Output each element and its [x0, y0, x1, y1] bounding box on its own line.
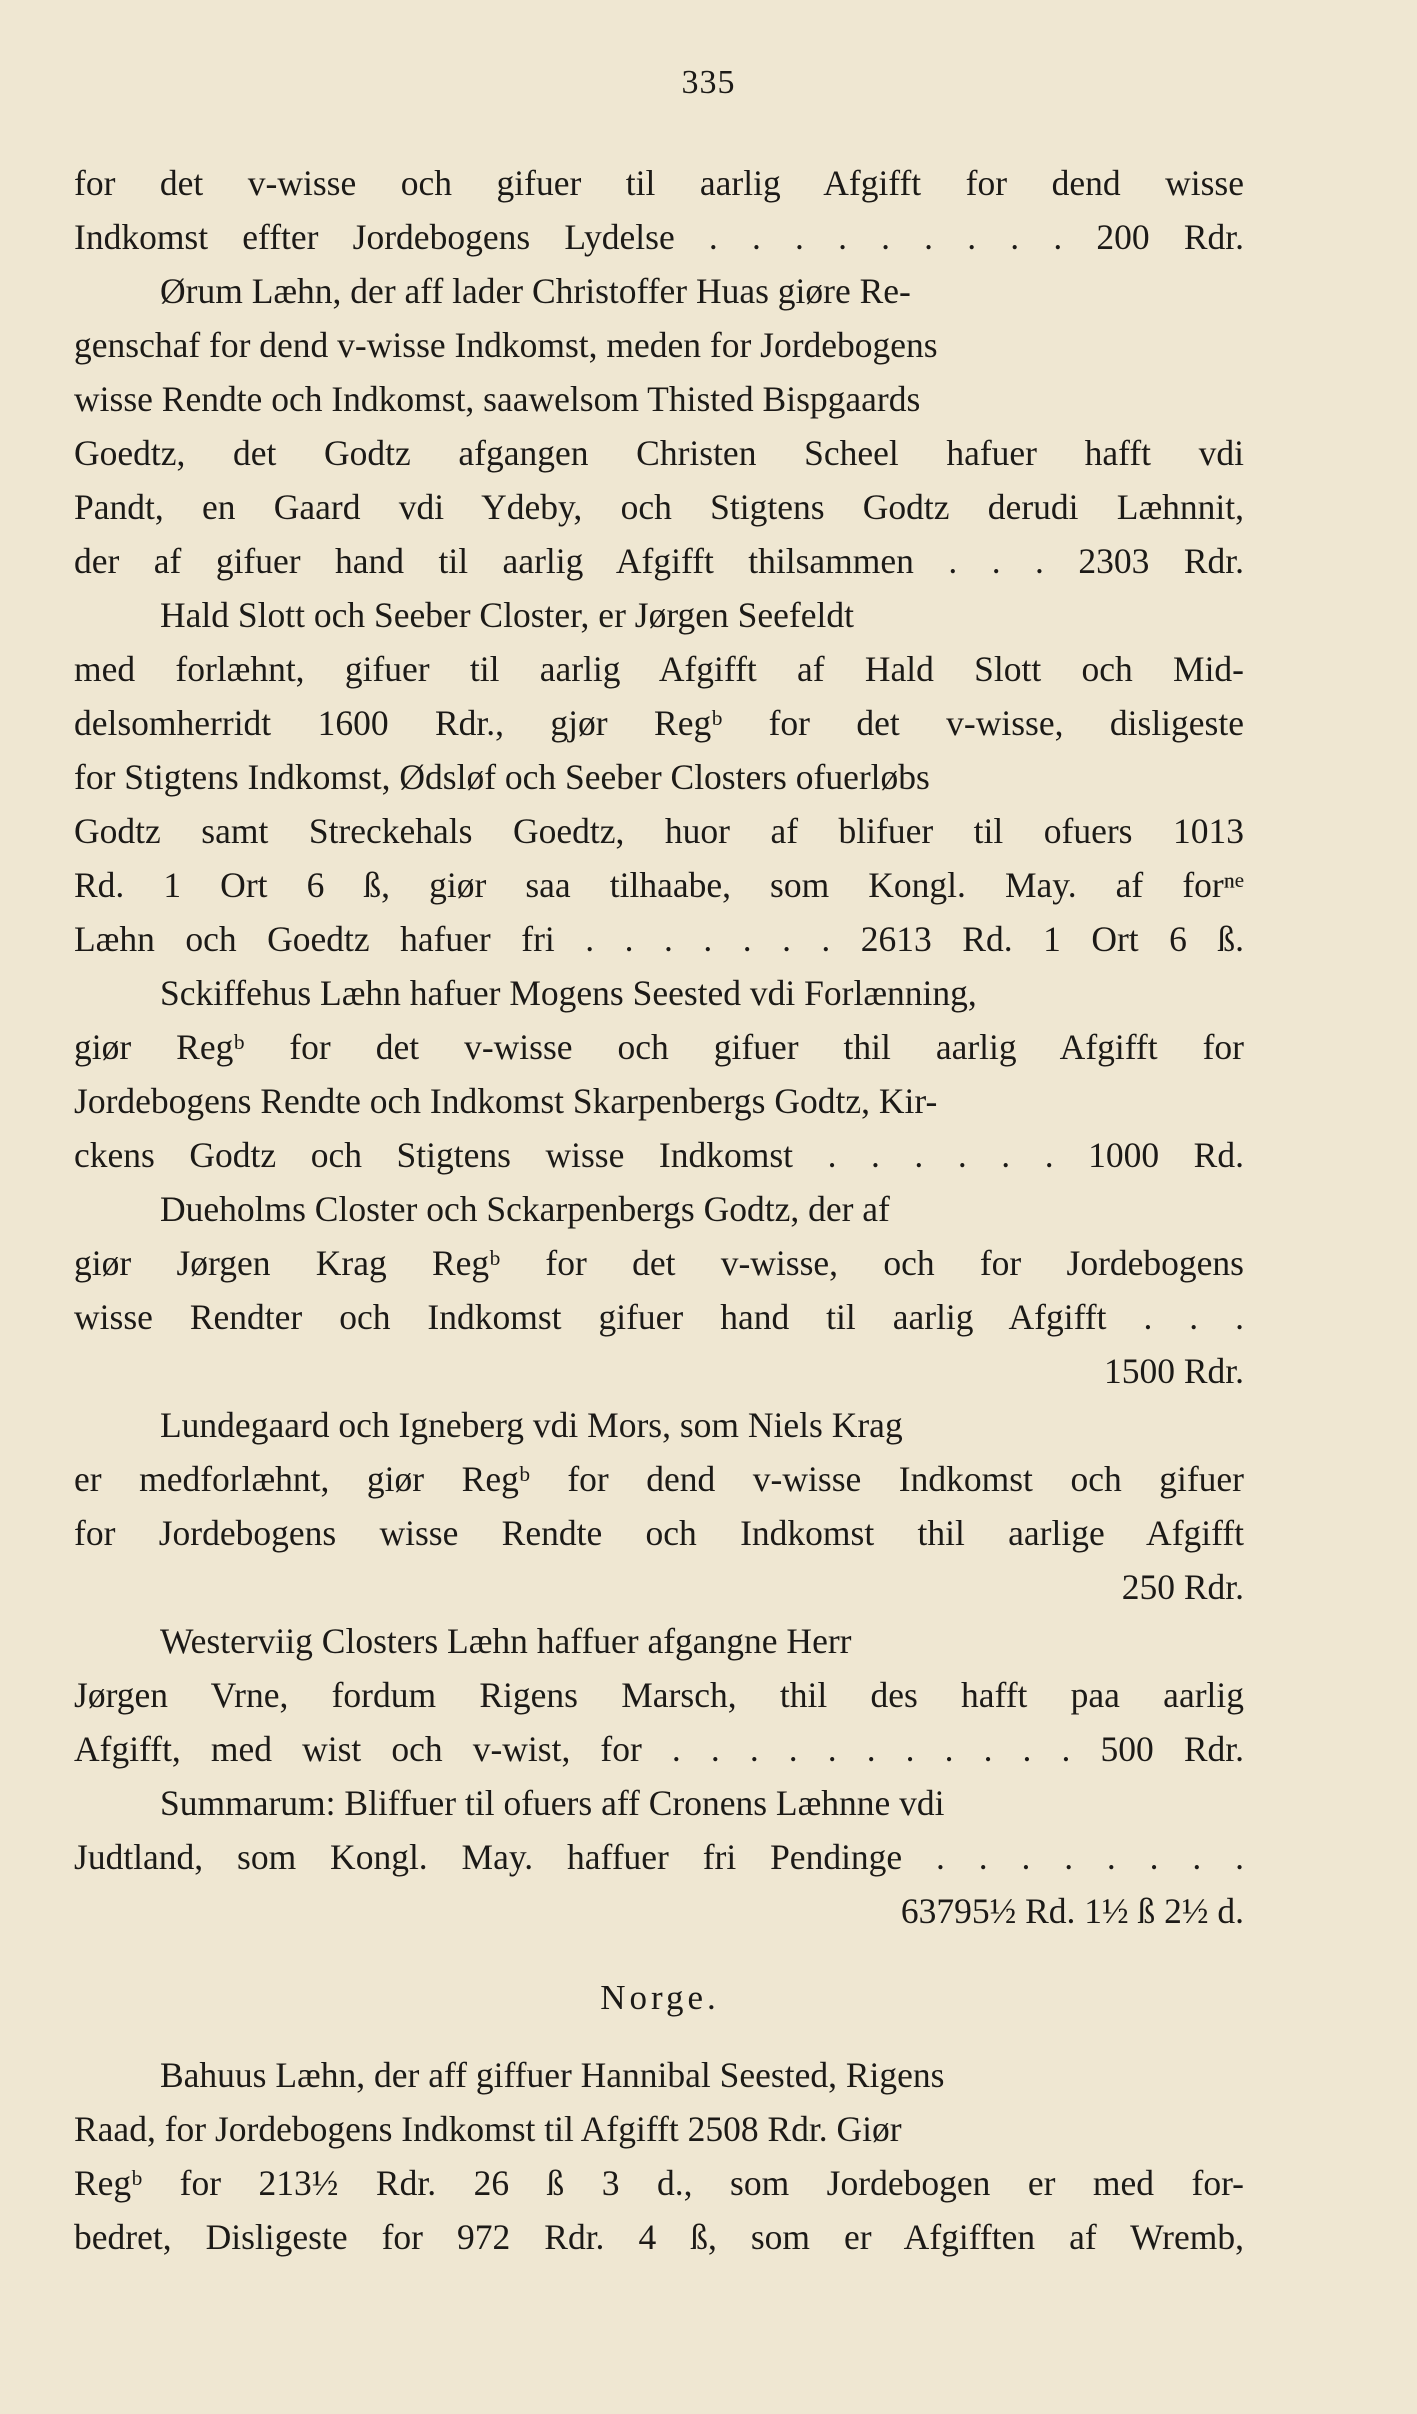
text-line-content: Sckiffehus Læhn hafuer Mogens Seested vdi Forlænning, [160, 973, 977, 1013]
text-line-content: Westerviig Closters Læhn haffuer afgangne Herr [160, 1621, 852, 1661]
text-line [74, 1830, 1244, 1884]
page-number: 335 [681, 64, 736, 101]
text-line [74, 1722, 1244, 1776]
text-line-content: Goedtz, det Godtz afgangen Christen Scheel hafuer hafft vdi [74, 433, 1244, 473]
norge-text-block [74, 2048, 1244, 2264]
text-line-content: 63795½ Rd. 1½ ß 2½ d. [900, 1891, 1244, 1931]
text-line-content: wisse Rendte och Indkomst, saawelsom Thisted Bispgaards [74, 379, 921, 419]
text-line-content: Ørum Læhn, der aff lader Christoffer Huas giøre Re- [160, 271, 911, 311]
text-line-content: Læhn och Goedtz hafuer fri . . . . . . . 2613 Rd. 1 Ort 6 ß. [74, 919, 1244, 959]
text-line [74, 1344, 1244, 1398]
text-line-content: Pandt, en Gaard vdi Ydeby, och Stigtens Godtz derudi Læhnnit, [74, 487, 1244, 527]
text-line-content: med forlæhnt, gifuer til aarlig Afgifft af Hald Slott och Mid- [74, 649, 1244, 689]
text-line-content: der af gifuer hand til aarlig Afgifft thilsammen . . . 2303 Rdr. [74, 541, 1244, 581]
text-line [74, 1560, 1244, 1614]
text-line-content: 250 Rdr. [1121, 1567, 1244, 1607]
text-line [74, 1506, 1244, 1560]
text-line [74, 534, 1244, 588]
text-line-content: Jørgen Vrne, fordum Rigens Marsch, thil des hafft paa aarlig [74, 1675, 1244, 1715]
text-line [74, 588, 1244, 642]
text-line [74, 1398, 1244, 1452]
text-line [74, 1236, 1244, 1290]
text-line [74, 480, 1244, 534]
text-line-content: Lundegaard och Igneberg vdi Mors, som Niels Krag [160, 1405, 903, 1445]
text-line [74, 912, 1244, 966]
text-line [74, 1668, 1244, 1722]
text-line-content: for det v-wisse och gifuer til aarlig Afgifft for dend wisse [74, 163, 1244, 203]
text-line [74, 264, 1244, 318]
text-line-content: Regᵇ for 213½ Rdr. 26 ß 3 d., som Jordebogen er med for- [74, 2163, 1244, 2203]
text-line [74, 1020, 1244, 1074]
text-line-content: Indkomst effter Jordebogens Lydelse . . . . . . . . . 200 Rdr. [74, 217, 1244, 257]
text-line [74, 2102, 1244, 2156]
text-line-content: Raad, for Jordebogens Indkomst til Afgifft 2508 Rdr. Giør [74, 2109, 902, 2149]
text-line-content: Bahuus Læhn, der aff giffuer Hannibal Seested, Rigens [160, 2055, 945, 2095]
text-line [74, 210, 1244, 264]
text-line-content: delsomherridt 1600 Rdr., gjør Regᵇ for det v-wisse, disligeste [74, 703, 1244, 743]
text-line [74, 318, 1244, 372]
text-line [74, 1290, 1244, 1344]
text-line [74, 156, 1244, 210]
text-line-content: giør Regᵇ for det v-wisse och gifuer thil aarlig Afgifft for [74, 1027, 1244, 1067]
text-line [74, 372, 1244, 426]
text-line-content: for Jordebogens wisse Rendte och Indkomst thil aarlige Afgifft [74, 1513, 1244, 1553]
text-line [74, 1776, 1244, 1830]
text-line [74, 1128, 1244, 1182]
text-line [74, 2210, 1244, 2264]
section-heading-norge: Norge. [600, 1978, 720, 2017]
text-line-content: genschaf for dend v-wisse Indkomst, meden for Jordebogens [74, 325, 938, 365]
text-line-content: Judtland, som Kongl. May. haffuer fri Pendinge . . . . . . . . [74, 1837, 1244, 1877]
text-line-content: Afgifft, med wist och v-wist, for . . . . . . . . . . . 500 Rdr. [74, 1729, 1244, 1769]
text-line [74, 858, 1244, 912]
text-line-content: wisse Rendter och Indkomst gifuer hand til aarlig Afgifft . . . [74, 1297, 1244, 1337]
text-line [74, 1614, 1244, 1668]
text-line [74, 1884, 1244, 1938]
text-line [74, 750, 1244, 804]
text-line [74, 1182, 1244, 1236]
text-line-content: 1500 Rdr. [1103, 1351, 1244, 1391]
text-line [74, 804, 1244, 858]
text-line-content: Hald Slott och Seeber Closter, er Jørgen Seefeldt [160, 595, 854, 635]
text-line-content: Rd. 1 Ort 6 ß, giør saa tilhaabe, som Kongl. May. af forⁿᵉ [74, 865, 1244, 905]
text-line [74, 966, 1244, 1020]
text-line-content: Summarum: Bliffuer til ofuers aff Cronens Læhnne vdi [160, 1783, 945, 1823]
text-line-content: Jordebogens Rendte och Indkomst Skarpenbergs Godtz, Kir- [74, 1081, 938, 1121]
text-line [74, 1452, 1244, 1506]
main-text-block [74, 156, 1244, 1938]
text-line [74, 2048, 1244, 2102]
text-line-content: bedret, Disligeste for 972 Rdr. 4 ß, som er Afgifften af Wremb, [74, 2217, 1244, 2257]
text-line [74, 426, 1244, 480]
text-line [74, 1074, 1244, 1128]
text-line-content: ckens Godtz och Stigtens wisse Indkomst . . . . . . 1000 Rd. [74, 1135, 1244, 1175]
text-line-content: giør Jørgen Krag Regᵇ for det v-wisse, och for Jordebogens [74, 1243, 1244, 1283]
text-line-content: Godtz samt Streckehals Goedtz, huor af blifuer til ofuers 1013 [74, 811, 1244, 851]
text-line [74, 642, 1244, 696]
text-line-content: er medforlæhnt, giør Regᵇ for dend v-wisse Indkomst och gifuer [74, 1459, 1244, 1499]
text-line [74, 2156, 1244, 2210]
text-line-content: for Stigtens Indkomst, Ødsløf och Seeber Closters ofuerløbs [74, 757, 930, 797]
text-line [74, 696, 1244, 750]
text-line-content: Dueholms Closter och Sckarpenbergs Godtz, der af [160, 1189, 890, 1229]
